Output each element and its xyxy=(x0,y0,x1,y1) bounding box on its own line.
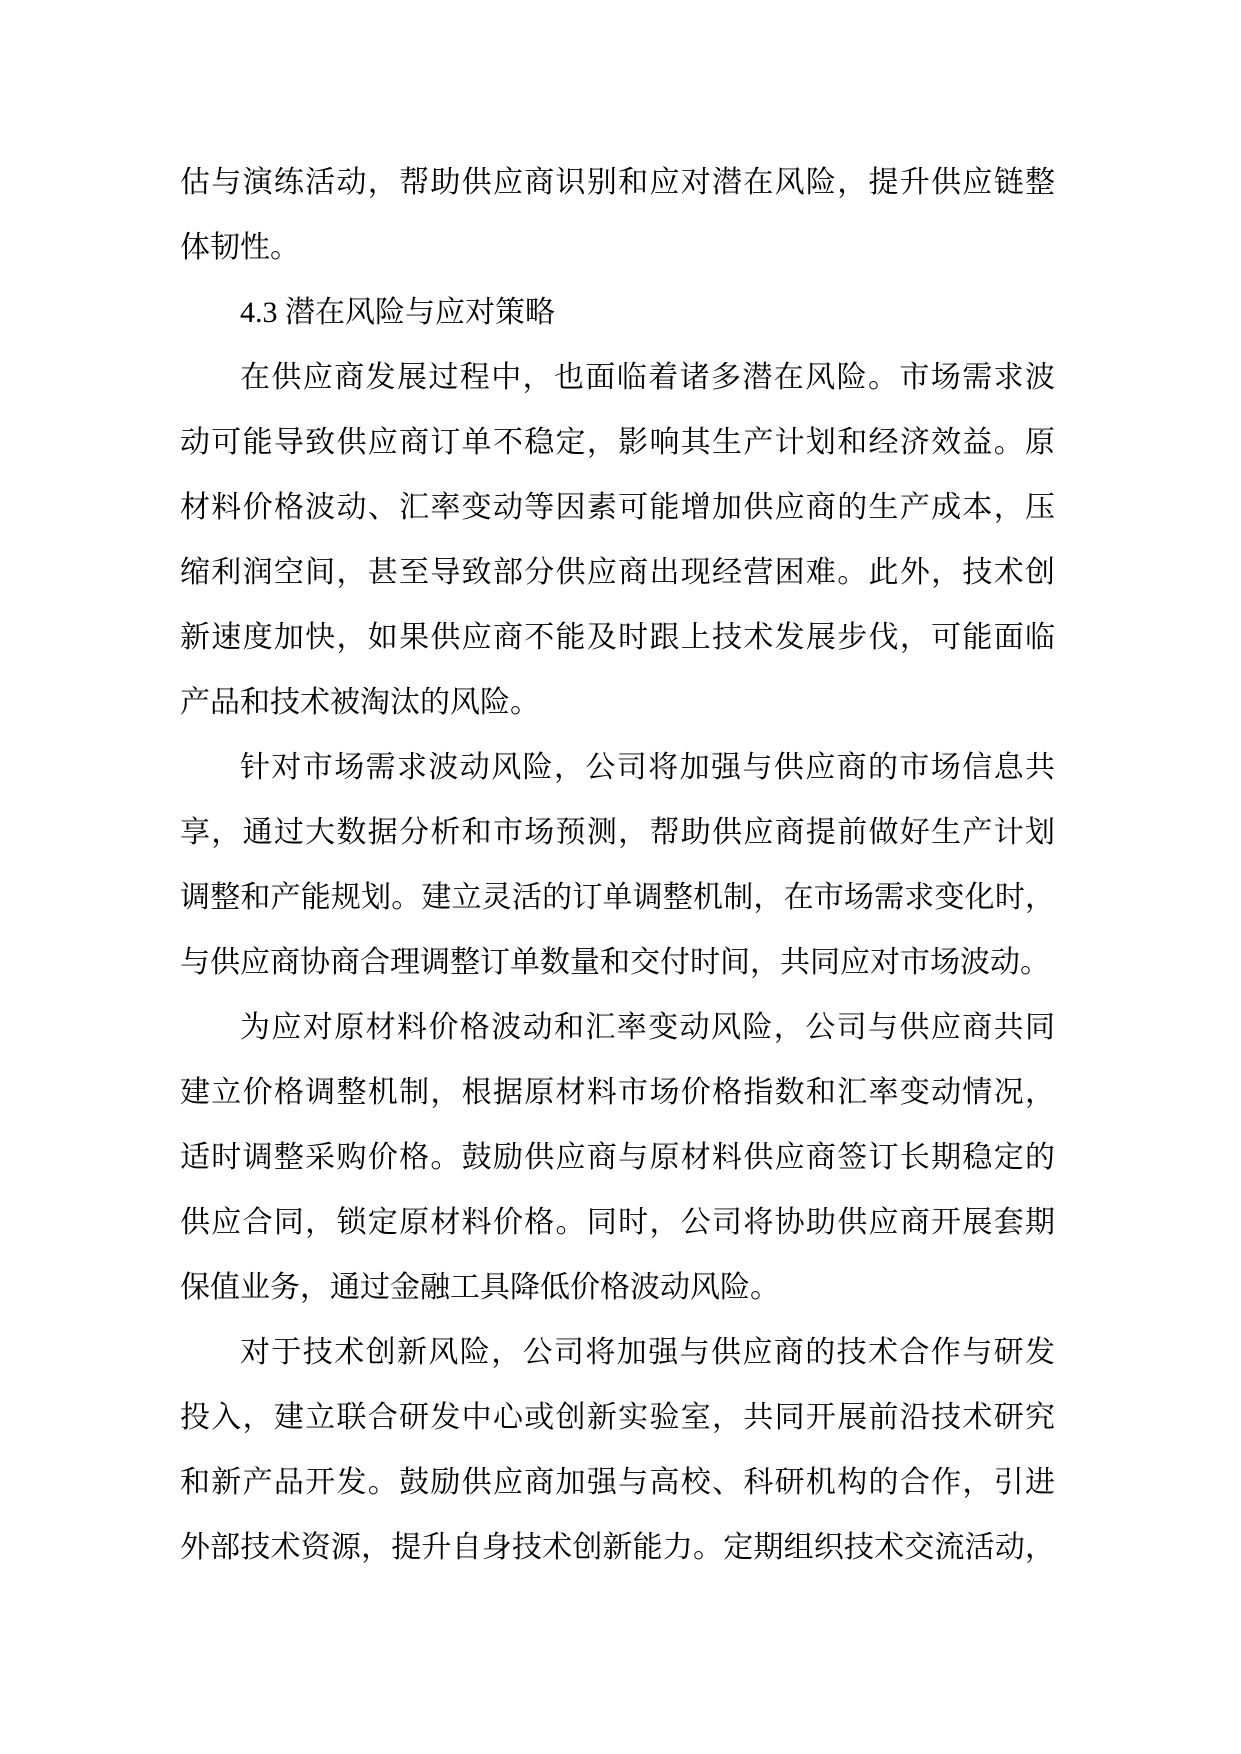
text-line: 投入，建立联合研发中心或创新实验室，共同开展前沿技术研究 xyxy=(180,1401,1055,1434)
text-line: 为应对原材料价格波动和汇率变动风险，公司与供应商共同 xyxy=(240,1011,1055,1044)
paragraph-market-demand xyxy=(180,735,1055,995)
text-line: 享，通过大数据分析和市场预测，帮助供应商提前做好生产计划 xyxy=(180,816,1055,849)
text-line: 供应合同，锁定原材料价格。同时，公司将协助供应商开展套期 xyxy=(180,1206,1055,1239)
text-line: 产品和技术被淘汰的风险。 xyxy=(180,686,540,719)
text-line: 建立价格调整机制，根据原材料市场价格指数和汇率变动情况， xyxy=(180,1076,1055,1109)
text-line: 对于技术创新风险，公司将加强与供应商的技术合作与研发 xyxy=(240,1336,1055,1369)
text-line: 缩利润空间，甚至导致部分供应商出现经营困难。此外，技术创 xyxy=(180,556,1055,589)
text-line: 动可能导致供应商订单不稳定，影响其生产计划和经济效益。原 xyxy=(180,426,1055,459)
paragraph-tech-innovation xyxy=(180,1320,1055,1580)
paragraph-price-exchange xyxy=(180,995,1055,1320)
text-line: 调整和产能规划。建立灵活的订单调整机制，在市场需求变化时， xyxy=(180,881,1055,914)
text-line: 新速度加快，如果供应商不能及时跟上技术发展步伐，可能面临 xyxy=(180,621,1055,654)
text-line: 估与演练活动，帮助供应商识别和应对潜在风险，提升供应链整 xyxy=(180,166,1055,199)
text-block xyxy=(180,150,1055,1580)
text-line: 材料价格波动、汇率变动等因素可能增加供应商的生产成本，压 xyxy=(180,491,1055,524)
text-line: 针对市场需求波动风险，公司将加强与供应商的市场信息共 xyxy=(240,751,1055,784)
section-heading: 4.3 潜在风险与应对策略 xyxy=(240,296,555,329)
paragraph-continuation xyxy=(180,150,1055,280)
text-line: 和新产品开发。鼓励供应商加强与高校、科研机构的合作，引进 xyxy=(180,1466,1055,1499)
text-line: 体韧性。 xyxy=(180,231,300,264)
paragraph-risks-overview xyxy=(180,345,1055,735)
text-line: 外部技术资源，提升自身技术创新能力。定期组织技术交流活动， xyxy=(180,1531,1055,1564)
section-heading-block xyxy=(180,280,1055,345)
text-line: 与供应商协商合理调整订单数量和交付时间，共同应对市场波动。 xyxy=(180,946,1050,979)
text-line: 保值业务，通过金融工具降低价格波动风险。 xyxy=(180,1271,780,1304)
text-line: 适时调整采购价格。鼓励供应商与原材料供应商签订长期稳定的 xyxy=(180,1141,1055,1174)
text-line: 在供应商发展过程中，也面临着诸多潜在风险。市场需求波 xyxy=(240,361,1055,394)
